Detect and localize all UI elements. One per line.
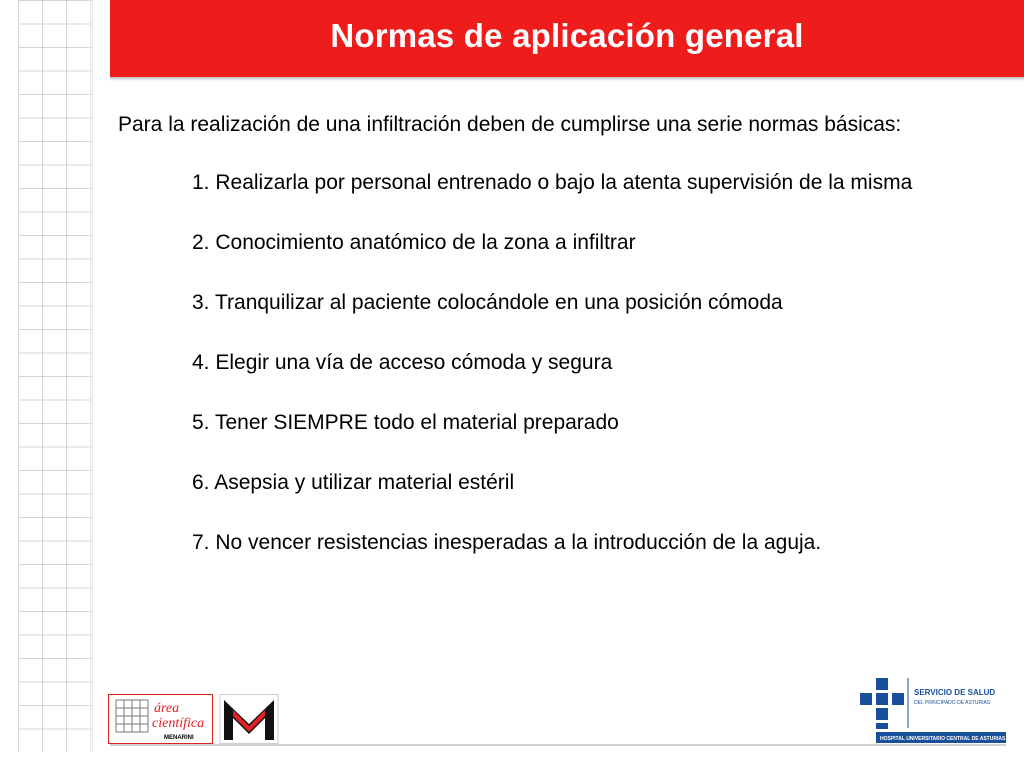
sespa-cross-icon — [860, 678, 904, 729]
sespa-title: SERVICIO DE SALUD — [914, 688, 996, 697]
title-shadow — [110, 77, 1024, 81]
logo-text-menarini: MENARINI — [164, 735, 194, 741]
sespa-logo — [858, 676, 1008, 744]
intro-paragraph: Para la realización de una infiltración deben de cumplirse una serie normas básicas: — [118, 113, 902, 136]
list-item: 5. Tener SIEMPRE todo el material preparado — [192, 411, 619, 434]
footer-divider — [110, 744, 1006, 746]
list-item: 1. Realizarla por personal entrenado o bajo la atenta supervisión de la misma — [192, 171, 913, 194]
logo-text-area: área — [154, 701, 180, 716]
list-item: 4. Elegir una vía de acceso cómoda y segura — [192, 351, 613, 374]
list-item: 3. Tranquilizar al paciente colocándole en una posición cómoda — [192, 291, 783, 314]
area-cientifica-logo — [108, 694, 280, 744]
sespa-subtitle: DEL PRINCIPADO DE ASTURIAS — [914, 700, 991, 706]
list-item: 6. Asepsia y utilizar material estéril — [192, 471, 515, 494]
slide-body — [118, 110, 986, 588]
list-item: 2. Conocimiento anatómico de la zona a infiltrar — [192, 231, 636, 254]
hospital-name: HOSPITAL UNIVERSITARIO CENTRAL DE ASTURIAS — [880, 736, 1006, 742]
list-item: 7. No vencer resistencias inesperadas a la introducción de la aguja. — [192, 531, 822, 554]
logo-text-cientifica: científica — [152, 716, 205, 731]
title-bar — [110, 0, 1024, 77]
grid-fade — [18, 0, 110, 752]
slide-title: Normas de aplicación general — [330, 16, 804, 54]
